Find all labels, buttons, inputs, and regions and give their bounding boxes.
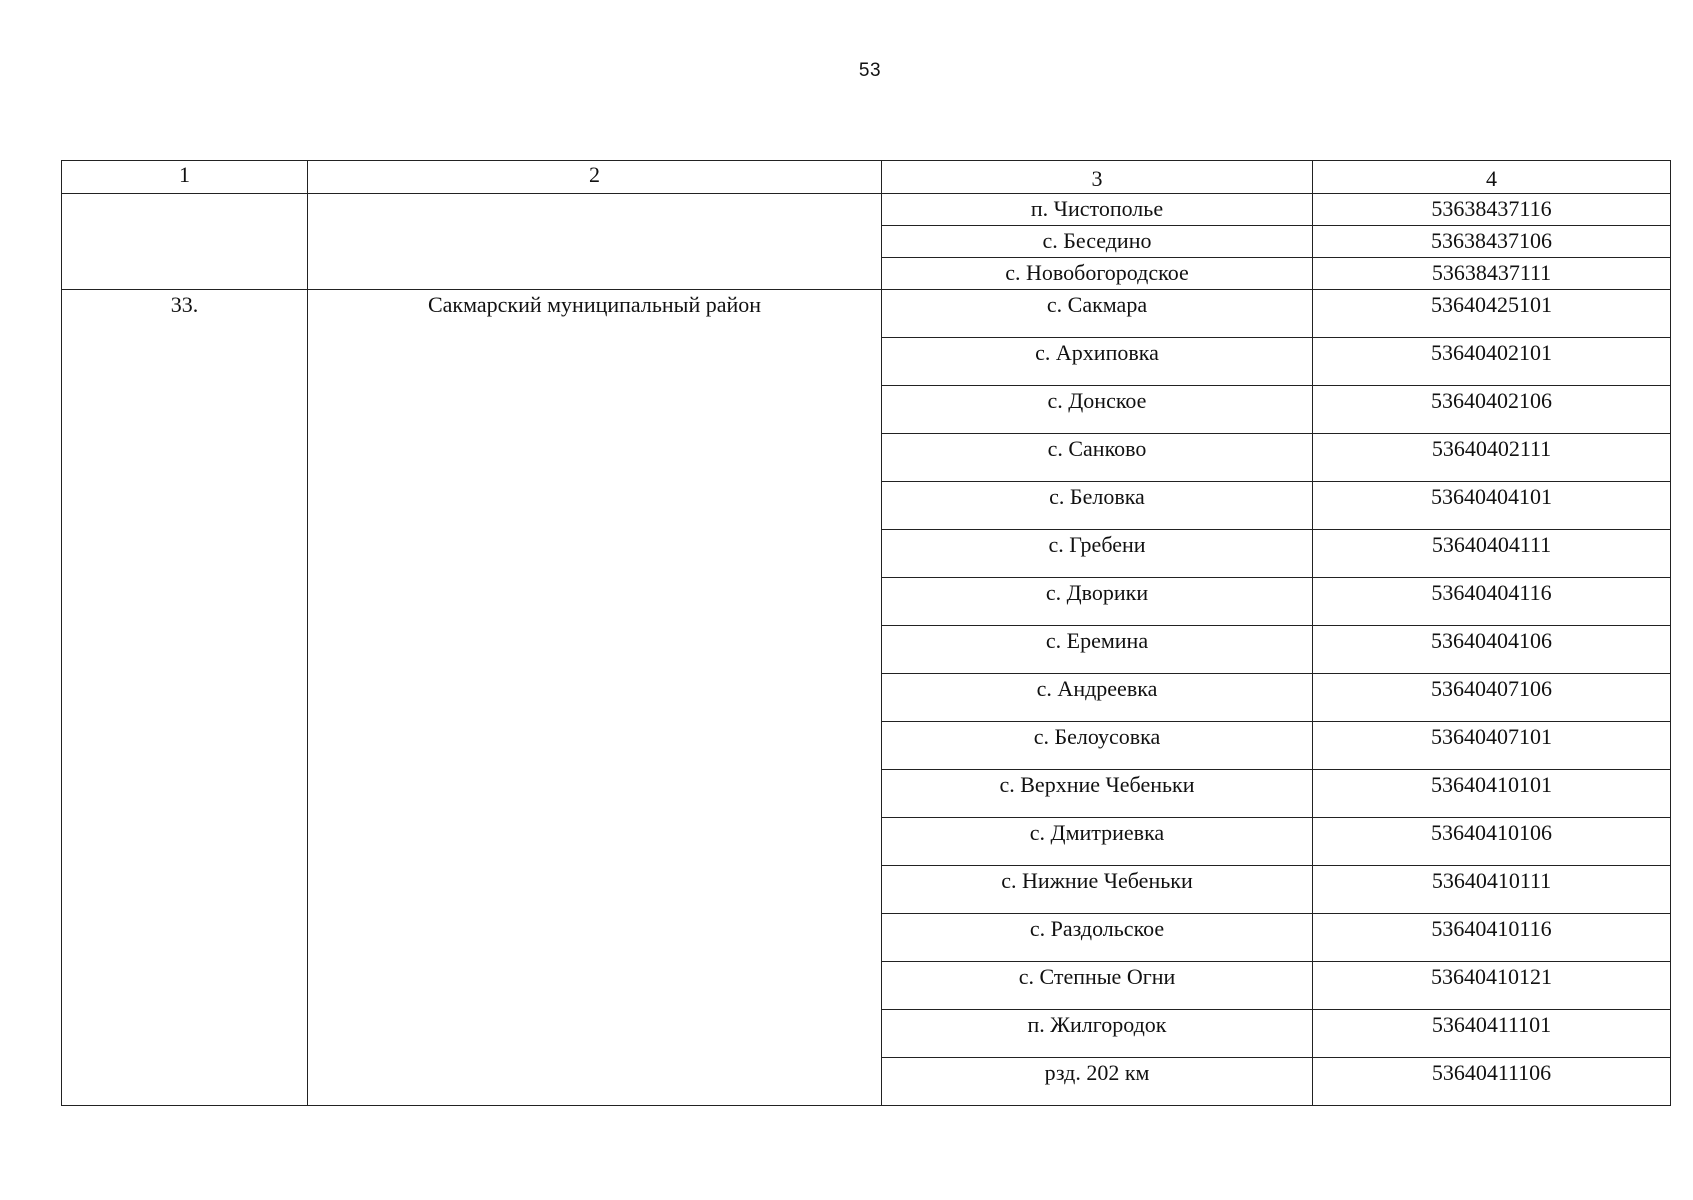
code-cell: 53640411106	[1313, 1058, 1671, 1106]
empty-district-cell	[308, 194, 882, 290]
settlement-cell: с. Архиповка	[882, 338, 1313, 386]
code-cell: 53638437106	[1313, 226, 1671, 258]
code-cell: 53640402111	[1313, 434, 1671, 482]
district-name-cell: Сакмарский муниципальный район	[308, 290, 882, 1106]
column-header-3: 3	[882, 161, 1313, 194]
code-cell: 53640404116	[1313, 578, 1671, 626]
settlement-cell: с. Нижние Чебеньки	[882, 866, 1313, 914]
settlement-cell: с. Сакмара	[882, 290, 1313, 338]
code-cell: 53640410101	[1313, 770, 1671, 818]
settlement-cell: с. Дмитриевка	[882, 818, 1313, 866]
code-cell: 53638437111	[1313, 258, 1671, 290]
settlement-cell: с. Дворики	[882, 578, 1313, 626]
empty-number-cell	[62, 194, 308, 290]
column-header-1: 1	[62, 161, 308, 194]
code-cell: 53640410121	[1313, 962, 1671, 1010]
settlement-cell: с. Новобогородское	[882, 258, 1313, 290]
settlement-cell: п. Жилгородок	[882, 1010, 1313, 1058]
page-number: 53	[858, 60, 882, 81]
table-row	[62, 194, 1671, 226]
settlement-cell: с. Верхние Чебеньки	[882, 770, 1313, 818]
settlements-table	[61, 160, 1671, 1106]
settlement-cell: с. Белоусовка	[882, 722, 1313, 770]
settlement-cell: с. Донское	[882, 386, 1313, 434]
settlement-cell: с. Раздольское	[882, 914, 1313, 962]
settlement-cell: п. Чистополье	[882, 194, 1313, 226]
code-cell: 53640407106	[1313, 674, 1671, 722]
code-cell: 53640402106	[1313, 386, 1671, 434]
settlement-cell: с. Беловка	[882, 482, 1313, 530]
group-number-cell: 33.	[62, 290, 308, 1106]
code-cell: 53640404106	[1313, 626, 1671, 674]
settlement-cell: с. Гребени	[882, 530, 1313, 578]
code-cell: 53640411101	[1313, 1010, 1671, 1058]
settlement-cell: с. Степные Огни	[882, 962, 1313, 1010]
column-header-2: 2	[308, 161, 882, 194]
settlement-cell: с. Беседино	[882, 226, 1313, 258]
code-cell: 53640410106	[1313, 818, 1671, 866]
code-cell: 53640410111	[1313, 866, 1671, 914]
code-cell: 53640402101	[1313, 338, 1671, 386]
code-cell: 53640407101	[1313, 722, 1671, 770]
code-cell: 53638437116	[1313, 194, 1671, 226]
code-cell: 53640404111	[1313, 530, 1671, 578]
settlement-cell: с. Андреевка	[882, 674, 1313, 722]
settlement-cell: с. Еремина	[882, 626, 1313, 674]
code-cell: 53640425101	[1313, 290, 1671, 338]
settlement-cell: рзд. 202 км	[882, 1058, 1313, 1106]
settlement-cell: с. Санково	[882, 434, 1313, 482]
code-cell: 53640404101	[1313, 482, 1671, 530]
table-header-row	[62, 161, 1671, 194]
column-header-4: 4	[1313, 161, 1671, 194]
table-row	[62, 290, 1671, 338]
code-cell: 53640410116	[1313, 914, 1671, 962]
